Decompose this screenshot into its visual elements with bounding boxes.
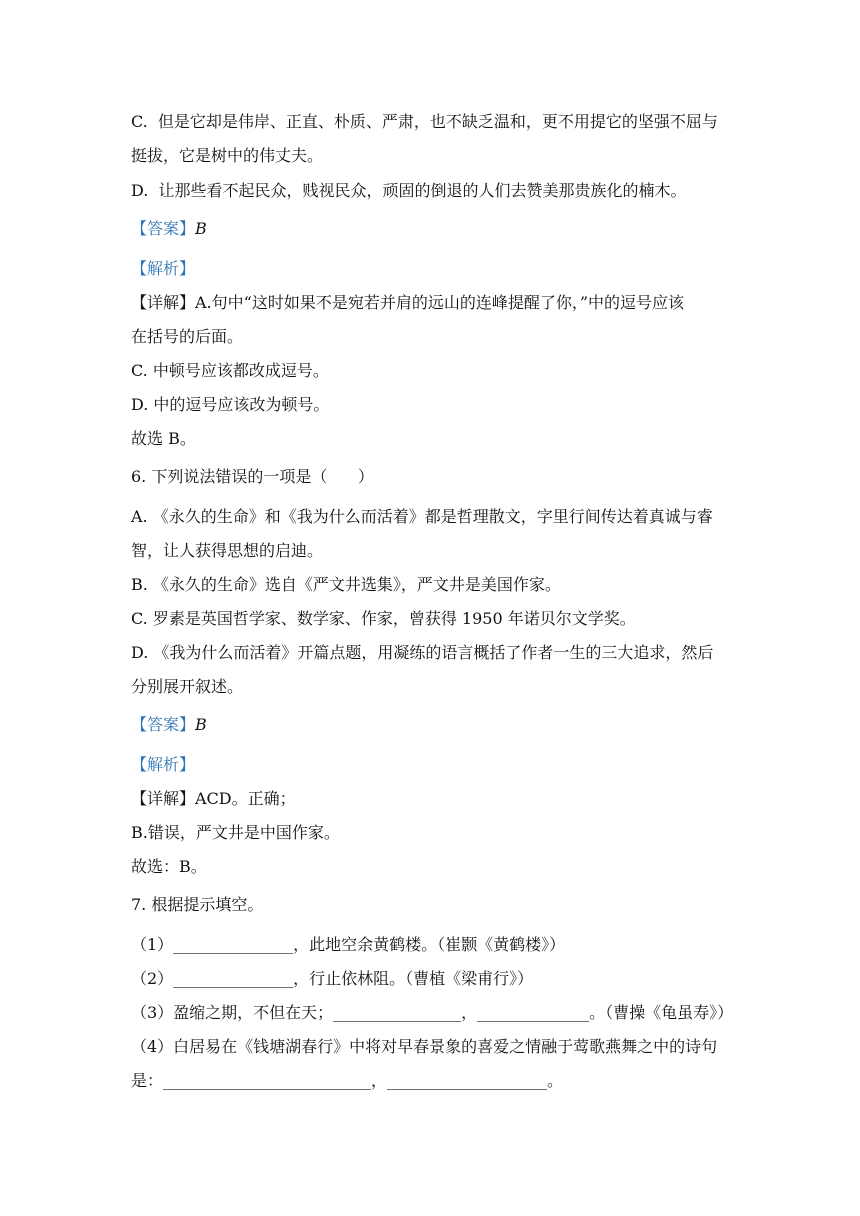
q6-option-d-line1: D. 《我为什么而活着》开篇点题，用凝练的语言概括了作者一生的三大追求，然后	[131, 643, 714, 662]
q5-detail-line2: 在括号的后面。	[131, 327, 244, 346]
answer-value: B	[195, 715, 207, 734]
q5-detail-line4: D. 中的逗号应该改为顿号。	[131, 395, 330, 414]
q6-detail-line3: 故选：B。	[131, 857, 207, 876]
q6-option-a-line2: 智，让人获得思想的启迪。	[131, 541, 324, 560]
q5-option-d: D. 让那些看不起民众，贱视民众，顽固的倒退的人们去赞美那贵族化的楠木。	[131, 181, 687, 200]
q6-option-b: B. 《永久的生命》选自《严文井选集》，严文井是美国作家。	[131, 575, 561, 594]
q6-option-d-line2: 分别展开叙述。	[131, 677, 244, 696]
q6-stem: 6. 下列说法错误的一项是（ ）	[131, 467, 374, 486]
q5-analysis-label: 【解析】	[131, 259, 196, 278]
answer-label: 【答案】	[131, 219, 196, 238]
q6-analysis-label: 【解析】	[131, 755, 196, 774]
q5-option-c-line1: C. 但是它却是伟岸、正直、朴质、严肃，也不缺乏温和，更不用提它的坚强不屈与	[131, 112, 718, 131]
q6-answer	[131, 715, 207, 735]
q5-detail-line1: 【详解】A.句中“这时如果不是宛若并肩的远山的连峰提醒了你，”中的逗号应该	[131, 293, 685, 312]
answer-label: 【答案】	[131, 715, 196, 734]
q5-detail-line3: C. 中顿号应该都改成逗号。	[131, 361, 329, 380]
answer-value: B	[195, 219, 207, 238]
q6-option-c: C. 罗素是英国哲学家、数学家、作家，曾获得 1950 年诺贝尔文学奖。	[131, 609, 636, 628]
q7-item-1: （1）_______________，此地空余黄鹤楼。（崔颢《黄鹤楼》）	[131, 935, 566, 954]
q5-answer	[131, 219, 207, 239]
q7-item-4-line2: 是：__________________________，____________________。	[131, 1071, 564, 1090]
q5-detail-line5: 故选 B。	[131, 429, 196, 448]
q7-stem: 7. 根据提示填空。	[131, 895, 264, 914]
q5-option-c-line2: 挺拔，它是树中的伟丈夫。	[131, 146, 324, 165]
q6-detail-line1: 【详解】ACD。正确；	[131, 789, 296, 808]
q6-option-a-line1: A. 《永久的生命》和《我为什么而活着》都是哲理散文，字里行间传达着真诚与睿	[131, 507, 713, 526]
q7-item-4-line1: （4）白居易在《钱塘湖春行》中将对早春景象的喜爱之情融于莺歌燕舞之中的诗句	[131, 1037, 718, 1056]
q7-item-3: （3）盈缩之期，不但在天；________________，______________。（曹操《龟虽寿》）	[131, 1003, 734, 1022]
q6-detail-line2: B.错误，严文井是中国作家。	[131, 823, 340, 842]
q7-item-2: （2）_______________，行止依林阻。（曹植《梁甫行》）	[131, 969, 534, 988]
